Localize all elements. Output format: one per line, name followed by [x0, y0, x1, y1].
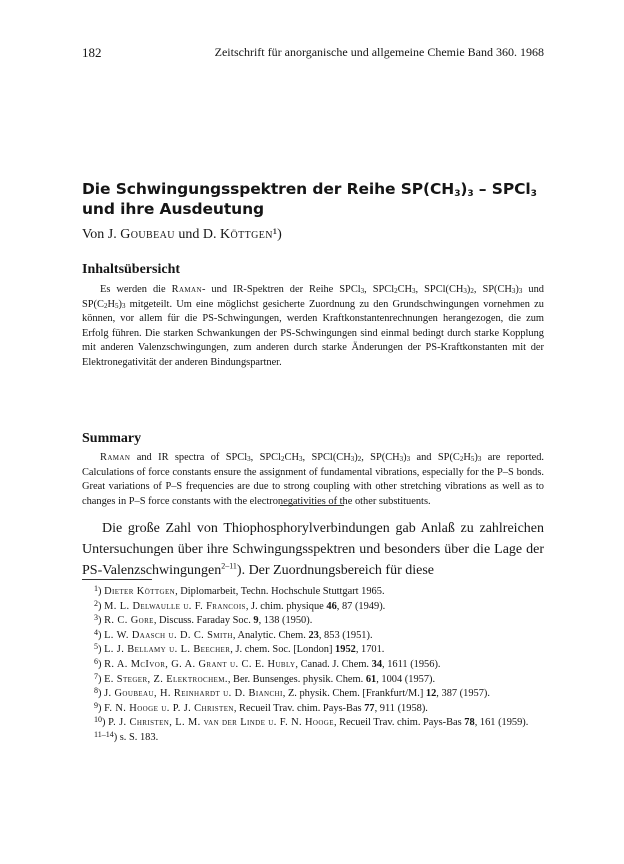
footnote: $^9$) F. N. Hooge u. P. J. Christen, Recueil Trav. chim. Pays-Bas 77, 911 (1958).	[94, 700, 428, 714]
footnote-num: 11–14	[94, 729, 114, 739]
footnote-ref-2-11[interactable]: 2–11	[221, 561, 237, 571]
footnote: $^{11-14}$) s. S. 183.	[94, 729, 159, 743]
footnote-r1: , Recueil Trav. chim. Pays-Bas	[333, 717, 465, 729]
footnote: $^8$) J. Goubeau, H. Reinhardt u. D. Bianchi, Z. physik. Chem. [Frankfurt/M.] 12, 387 (1957).	[94, 686, 490, 700]
footnote: $^6$) R. A. McIvor, G. A. Grant u. C. E. Hubly, Canad. J. Chem. 34, 1611 (1956).	[94, 656, 441, 670]
footnote-r2: , 853 (1951).	[318, 629, 373, 641]
footnote-a: R. C. Gore	[104, 615, 154, 627]
footnote-r1: , J. chim. physique	[245, 600, 327, 612]
footnote-b: 46	[326, 600, 337, 612]
footnote-num: 4	[94, 627, 98, 637]
footnote-r1: , Recueil Trav. chim. Pays-Bas	[233, 702, 365, 714]
footnote-r1: , J. chem. Soc. [London]	[230, 644, 336, 656]
footnote: $^3$) R. C. Gore, Discuss. Faraday Soc. 9, 138 (1950).	[94, 613, 313, 627]
footnote-a: M. L. Delwaulle u. F. Francois	[104, 600, 246, 612]
footnote-a: L. J. Bellamy u. L. Beecher	[104, 644, 231, 656]
footnote-num: 10	[94, 715, 102, 725]
footnote-ref-1[interactable]: ¹)	[272, 227, 282, 242]
footnote: $^5$) L. J. Bellamy u. L. Beecher, J. chem. Soc. [London] 1952, 1701.	[94, 642, 385, 656]
footnote-b: 9	[253, 615, 259, 627]
footnote: $^7$) E. Steger, Z. Elektrochem., Ber. Bunsenges. physik. Chem. 61, 1004 (1957).	[94, 671, 436, 685]
footnote-r1: , Ber. Bunsenges. physik. Chem.	[227, 673, 366, 685]
footnote-b: 78	[464, 717, 475, 729]
english-summary: Raman and IR spectra of SPCl$_3$, $SPCl_2CH_3$, $SPCl(CH_3)_2$, $SP(CH_3)_3$ and $SP(C_2H_5)_3$ are reported. Calculations of force constants ensure the assignment of fundamental vibrations, especially for the P–S bonds. Great variations of P–S frequencies are due to strong coupling with other stretching vibrations as well as to changes in P–S force constants with the electronegativities of the other substituents.	[82, 452, 545, 507]
footnote-a: L. W. Daasch u. D. C. Smith	[104, 629, 233, 641]
inhalt-heading: Inhaltsübersicht	[82, 262, 181, 277]
footnote-num: 6	[94, 656, 98, 666]
article-title: Die Schwingungsspektren der Reihe $SP(CH_3)_3$ – SPCl$_3$ und ihre Ausdeutung	[82, 180, 537, 218]
footnotes	[82, 585, 544, 746]
footnote-r1: s. S. 183.	[119, 731, 159, 743]
footnote-b: 34	[371, 658, 383, 670]
footnote-r1: , Z. physik. Chem. [Frankfurt/M.]	[282, 688, 426, 700]
footnote-r2: , 1701.	[355, 644, 385, 656]
footnote-b: 23	[308, 629, 319, 641]
footnote-b: 77	[364, 702, 375, 714]
footnote-b: 12	[425, 688, 437, 700]
footnote-num: 8	[94, 686, 98, 696]
footnote-a: P. J. Christen, L. M. van der Linde u. F. N. Hooge	[108, 717, 334, 729]
footnote-r2: , 161 (1959).	[474, 717, 529, 729]
footnote-b: 1952	[335, 644, 356, 656]
journal-title: Zeitschrift für anorganische und allgemeine Chemie Band 360. 1968	[214, 45, 544, 59]
summary-heading: Summary	[82, 431, 142, 446]
footnote-num: 1	[94, 584, 98, 593]
footnote-r2: , 1004 (1957).	[376, 673, 436, 685]
footnote-r1: , Analytic. Chem.	[232, 629, 309, 641]
running-head	[82, 45, 544, 61]
footnote-r2: , 911 (1958).	[374, 702, 428, 714]
section-separator	[280, 505, 344, 506]
footnote-a: R. A. McIvor, G. A. Grant u. C. E. Hubly	[104, 658, 296, 670]
footnote: $^1$) Dieter Köttgen, Diplomarbeit, Techn. Hochschule Stuttgart 1965.	[94, 584, 385, 597]
body-paragraph: Die große Zahl von Thiophosphorylverbindungen gab Anlaß zu zahlreichen Untersuchungen über ihre Schwingungsspektren und besonders über die Lage der PS-Valenzschwingungen$^{2-11}$). Der Zuordnungsbereich für diese	[82, 521, 544, 578]
footnote-rule	[82, 579, 152, 580]
footnote-r1: , Diplomarbeit, Techn. Hochschule Stuttgart 1965.	[175, 586, 385, 597]
footnote-a: F. N. Hooge u. P. J. Christen	[104, 702, 234, 714]
footnote: $^4$) L. W. Daasch u. D. C. Smith, Analytic. Chem. 23, 853 (1951).	[94, 627, 373, 641]
footnote-r2: , 387 (1957).	[436, 688, 490, 700]
footnote-num: 3	[94, 613, 98, 623]
footnote-a: Dieter Köttgen	[104, 586, 176, 597]
footnote-r1: , Discuss. Faraday Soc.	[153, 615, 254, 627]
footnote-a: J. Goubeau, H. Reinhardt u. D. Bianchi	[104, 688, 283, 700]
footnote-r2: , 1611 (1956).	[382, 658, 441, 670]
footnote: $^{10}$) P. J. Christen, L. M. van der Linde u. F. N. Hooge, Recueil Trav. chim. Pays-Bas 78, 161 (1959).	[94, 715, 529, 729]
footnote-r2: , 138 (1950).	[258, 615, 313, 627]
author-goubeau: Goubeau	[120, 227, 175, 242]
footnote-num: 9	[94, 700, 98, 710]
footnote-a: E. Steger, Z. Elektrochem.	[104, 673, 228, 685]
footnote-r1: , Canad. J. Chem.	[295, 658, 372, 670]
footnote-r2: , 87 (1949).	[336, 600, 386, 612]
footnote-num: 5	[94, 642, 98, 652]
page-number: 182	[82, 45, 102, 60]
author-line: Von J. Goubeau und D. Köttgen¹)	[82, 227, 282, 242]
footnote: $^2$) M. L. Delwaulle u. F. Francois, J. chim. physique 46, 87 (1949).	[94, 598, 386, 612]
footnote-num: 7	[94, 671, 98, 681]
german-abstract: Es werden die Raman- und IR-Spektren der Reihe SPCl$_3$, $SPCl_2CH_3$, $SPCl(CH_3)_2$, $SP(CH_3)_3$ und $SP(C_2H_5)_3$ mitgeteilt. Um eine möglichst gesicherte Zuordnung zu den Grundschwingungen vornehmen zu können, vor allem für die PS-Schwingungen, werden Kraftkonstantenrechnungen herangezogen, die zum Erfolg führen. Die starken Schwankungen der PS-Schwingungen sind einmal bedingt durch starke Kopplung mit anderen Valenzschwingungen, zum anderen durch starke Änderungen der PS-Kraftkonstanten mit der Elektronegativität der anderen Bindungspartner.	[82, 284, 544, 368]
footnote-b: 61	[365, 673, 377, 685]
footnote-num: 2	[94, 598, 98, 608]
author-koettgen: Köttgen	[219, 227, 273, 242]
